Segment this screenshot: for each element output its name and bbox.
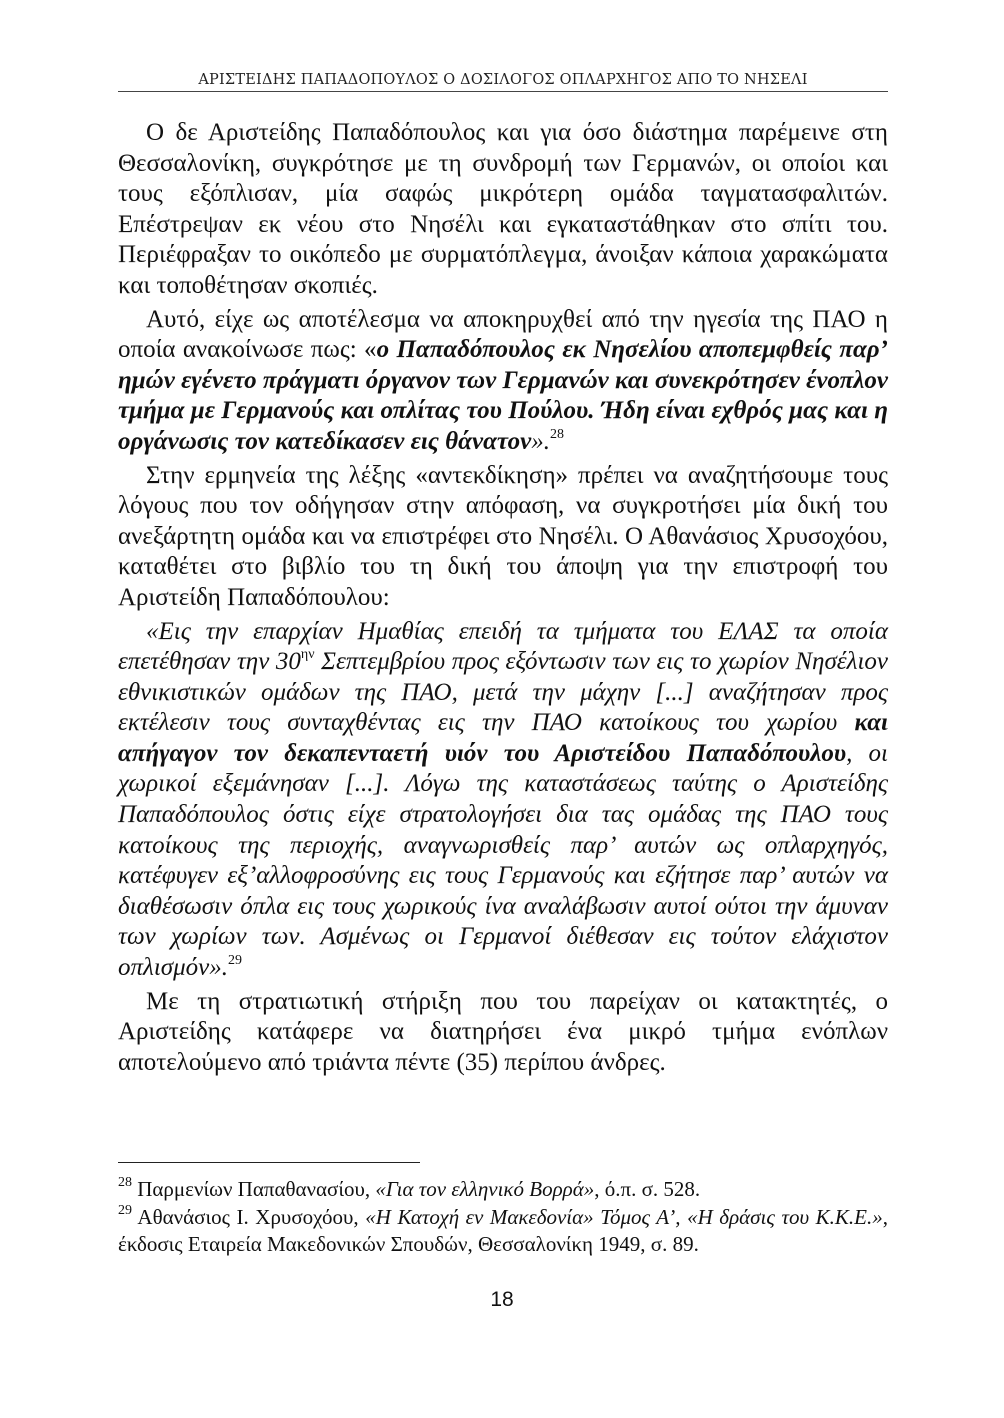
running-head: ΑΡΙΣΤΕΙΔΗΣ ΠΑΠΑΔΟΠΟΥΛΟΣ Ο ΔΟΣΙΛΟΓΟΣ ΟΠΛΑΡΧΗΓΟΣ ΑΠΟ ΤΟ ΝΗΣΕΛΙ — [118, 72, 888, 92]
footnote-text: Αθανάσιος Ι. Χρυσοχόου, — [132, 1204, 366, 1229]
paragraph-3: Στην ερμηνεία της λέξης «αντεκδίκηση» πρέπει να αναζητήσουμε τους λόγους που τον οδήγησαν στην απόφαση, να συγκροτήσει μία δική του ανεξάρτητη ομάδα και να επιστρέφει στο Νησέλι. Ο Αθανάσιος Χρυσοχόου, καταθέτει στο βιβλίο του τη δική του άποψη για την επιστροφή του Αριστείδη Παπαδόπουλου: — [118, 461, 888, 611]
quote-part-1: «Εις την επαρχίαν Ημαθίας επειδή τα τμήματα του ΕΛΑΣ τα οποία επετέθησαν την 30 — [118, 617, 888, 676]
paragraph-4: Με τη στρατιωτική στήριξη που του παρείχαν οι κατακτητές, ο Αριστείδης κατάφερε να διατηρήσει ένα μικρό τμήμα ενόπλων αποτελούμενο από τριάντα πέντε (35) περίπου άνδρες. — [118, 987, 888, 1076]
footnote-29 — [118, 1204, 888, 1259]
quote-part-3: , οι χωρικοί εξεμάνησαν [...]. Λόγω της καταστάσεως ταύτης ο Αριστείδης Παπαδόπουλος όστις είχε στρατολογήσει δια τας ομάδας της ΠΑΟ τους κατοίκους της περιοχής, αναγνωρισθείς παρ’ αυτών ως οπλαρχηγός, κατέφυγεν εξ’αλλοφροσύνης εις τους Γερμανούς και εζήτησε παρ’ αυτών να διαθέσωσιν όπλα εις τους χωρικούς ίνα αναλάβωσιν αυτοί ούτοι την άμυναν των χωρίων των. Ασμένως οι Γερμανοί διέθεσαν εις τούτον ελάχιστον οπλισμόν». — [118, 739, 889, 982]
footnote-ref-28[interactable]: 28 — [549, 426, 564, 442]
page-number: 18 — [490, 1288, 514, 1311]
quote-bold-passage: και απήγαγον τον δεκαπενταετή υιόν του Αριστείδου Παπαδόπουλου — [118, 709, 888, 767]
paragraph-2 — [118, 305, 888, 458]
footnote-ref-29[interactable]: 29 — [228, 952, 243, 968]
chrysochoou-quote — [118, 617, 888, 984]
footnotes — [118, 1176, 888, 1259]
paragraph-1: Ο δε Αριστείδης Παπαδόπουλος και για όσο διάστημα παρέμεινε στη Θεσσαλονίκη, συγκρότησε με τη συνδρομή των Γερμανών, οι οποίοι και τους εξόπλισαν, μία σαφώς μικρότερη ομάδα ταγματασφαλιτών. Επέστρεψαν εκ νέου στο Νησέλι και εγκαταστάθηκαν στο σπίτι του. Περιέφραξαν το οικόπεδο με συρματόπλεγμα, άνοιξαν κάποια χαρακώματα και τοποθέτησαν σκοπιές. — [118, 119, 888, 299]
footnote-title: «Η Κατοχή εν Μακεδονία» Τόμος Α’, «Η δράσις του Κ.Κ.Ε.» — [365, 1204, 883, 1229]
footnote-separator — [118, 1162, 420, 1163]
footnote-text: Παρμενίων Παπαθανασίου, — [132, 1177, 376, 1201]
footnote-28 — [118, 1176, 888, 1204]
footnote-text: , ό.π. σ. 528. — [594, 1177, 701, 1201]
quote-part-2: Σεπτεμβρίου προς εξόντωσιν των εις το χωρίον Νησέλιον εθνικιστικών ομάδων της ΠΑΟ, μετά την μάχην [...] αναζήτησαν προς εκτέλεσιν τους συνταχθέντας εις την ΠΑΟ κατοίκους του χωρίου — [118, 648, 888, 737]
footnote-title: «Για τον ελληνικό Βορρά» — [375, 1177, 595, 1201]
paragraph-2-text: Αυτό, είχε ως αποτέλεσμα να αποκηρυχθεί από την ηγεσία της ΠΑΟ η οποία ανακοίνωσε πως: « — [118, 305, 888, 364]
pao-announcement-quote: ο Παπαδόπουλος εκ Νησελίου αποπεμφθείς παρ’ ημών εγένετο πράγματι όργανον των Γερμανών και συνεκρότησεν ένοπλον τμήμα με Γερμανούς και οπλίτας του Πούλου. Ήδη είναι εχθρός μας και η οργάνωσις τον κατεδίκασεν εις θάνατον — [118, 336, 888, 455]
footnote-number: 28 — [118, 1175, 132, 1190]
footnote-number: 29 — [118, 1202, 132, 1218]
quote-close: ». — [531, 427, 550, 455]
main-text — [118, 118, 888, 1078]
footnote-text: , έκδοσις Εταιρεία Μακεδονικών Σπουδών, Θεσσαλονίκη 1949, σ. 89. — [118, 1204, 889, 1256]
ordinal-superscript: ην — [300, 646, 315, 662]
